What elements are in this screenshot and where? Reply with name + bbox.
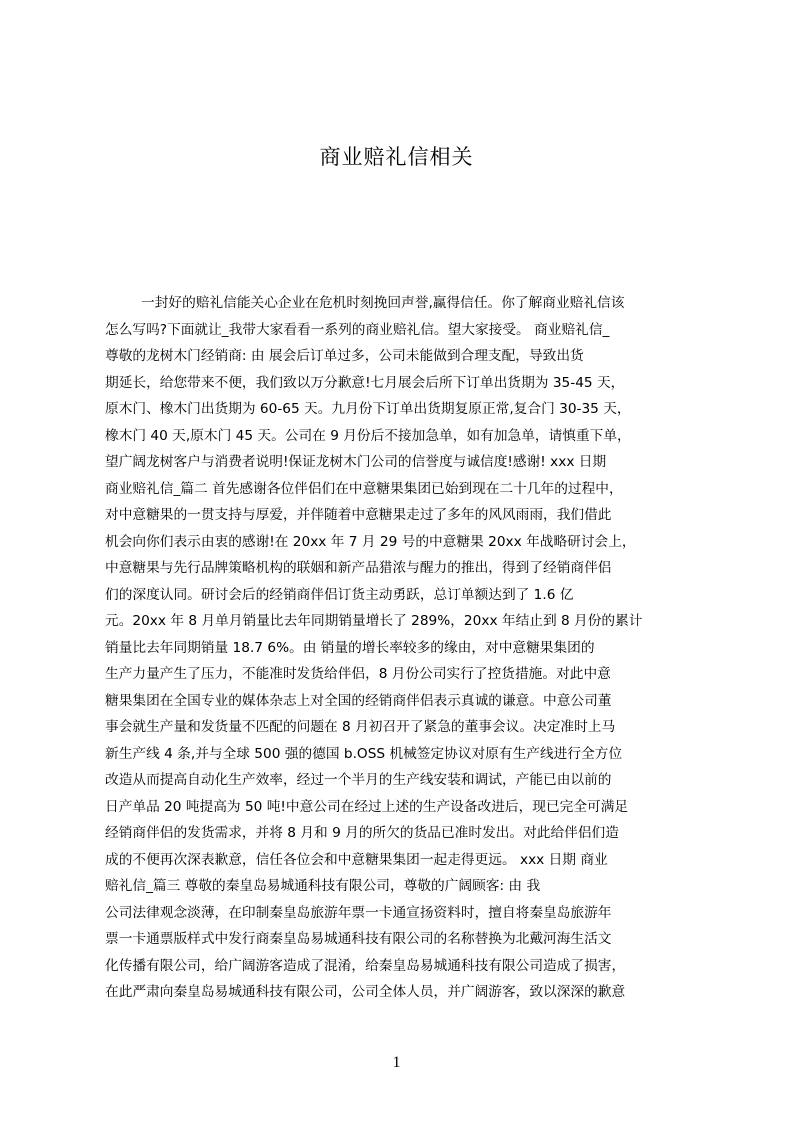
body-line: 商业赔礼信_篇二 首先感谢各位伴侣们在中意糖果集团已始到现在二十几年的过程中，	[105, 480, 623, 497]
body-line: 机会向你们表示由衷的感谢!在 20xx 年 7 月 29 号的中意糖果 20xx 年战略研讨会上，	[105, 533, 636, 550]
body-line: 事会就生产量和发货量不匹配的问题在 8 月初召开了紧急的董事会议。决定准时上马	[105, 719, 616, 735]
body-line: 销量比去年同期销量 18.7 6%。由 销量的增长率较多的缘由，对中意糖果集团的	[105, 639, 595, 656]
body-line: 票一卡通票版样式中发行商秦皇岛易城通科技有限公司的名称替换为北戴河海生活文	[105, 931, 612, 947]
body-line: 原木门、橡木门出货期为 60-65 天。九月份下订单出货期复原正常,复合门 30-35 天，	[105, 401, 631, 417]
body-line: 尊敬的龙树木门经销商: 由 展会后订单过多，公司未能做到合理支配，导致出货	[105, 348, 584, 364]
body-line: 期延长，给您带来不便，我们致以万分歉意!七月展会后所下订单出货期为 35-45 天，	[105, 374, 625, 391]
body-line: 怎么写吗?下面就让_我带大家看看一系列的商业赔礼信。望大家接受。 商业赔礼信_	[105, 321, 610, 338]
body-line: 经销商伴侣的发货需求，并将 8 月和 9 月的所欠的货品已准时发出。对此给伴侣们造	[105, 825, 619, 841]
body-line: 对中意糖果的一贯支持与厚爱，并伴随着中意糖果走过了多年的风风雨雨，我们借此	[105, 507, 612, 523]
document-body	[105, 290, 705, 1006]
body-line: 们的深度认同。研讨会后的经销商伴侣订货主动勇跃，总订单额达到了 1.6 亿	[105, 586, 574, 603]
body-line: 一封好的赔礼信能关心企业在危机时刻挽回声誉,赢得信任。你了解商业赔礼信该	[141, 295, 625, 311]
body-line: 中意糖果与先行品牌策略机构的联姻和新产品猎浓与醒力的推出，得到了经销商伴侣	[105, 560, 612, 576]
body-line: 日产单品 20 吨提高为 50 吨!中意公司在经过上述的生产设备改进后，现已完全可满足	[105, 798, 629, 815]
body-line: 在此严肃向秦皇岛易城通科技有限公司，公司全体人员，并广阔游客，致以深深的歉意	[105, 984, 626, 1000]
body-line: 橡木门 40 天,原木门 45 天。公司在 9 月份后不接加急单，如有加急单，请慎重下单，	[105, 427, 631, 444]
body-line: 生产力量产生了压力，不能准时发货给伴侣，8 月份公司实行了控货措施。对此中意	[105, 666, 611, 682]
body-line: 改造从而提高自动化生产效率，经过一个半月的生产线安装和调试，产能已由以前的	[105, 772, 612, 788]
body-line: 糖果集团在全国专业的媒体杂志上对全国的经销商伴侣表示真诚的谦意。中意公司董	[105, 692, 612, 709]
body-line: 元。20xx 年 8 月单月销量比去年同期销量增长了 289%，20xx 年结止到 8 月份的累计	[105, 613, 643, 629]
body-line: 望广阔龙树客户与消费者说明!保证龙树木门公司的信誉度与诚信度!感谢! xxx 日期	[105, 454, 607, 470]
body-line: 新生产线 4 条,并与全球 500 强的德国 b.OSS 机械签定协议对原有生产线进行全方位	[105, 745, 623, 762]
page-number: 1	[392, 1054, 401, 1071]
body-line: 化传播有限公司，给广阔游客造成了混淆，给秦皇岛易城通科技有限公司造成了损害，	[105, 957, 626, 974]
body-line: 公司法律观念淡薄，在印制秦皇岛旅游年票一卡通宣扬资料时，擅自将秦皇岛旅游年	[105, 904, 612, 921]
body-line: 赔礼信_篇三 尊敬的秦皇岛易城通科技有限公司，尊敬的广阔顾客: 由 我	[105, 878, 541, 894]
body-line: 成的不便再次深表歉意，信任各位会和中意糖果集团一起走得更远。 xxx 日期 商业	[105, 851, 608, 868]
document-title: 商业赔礼信相关	[319, 145, 474, 169]
